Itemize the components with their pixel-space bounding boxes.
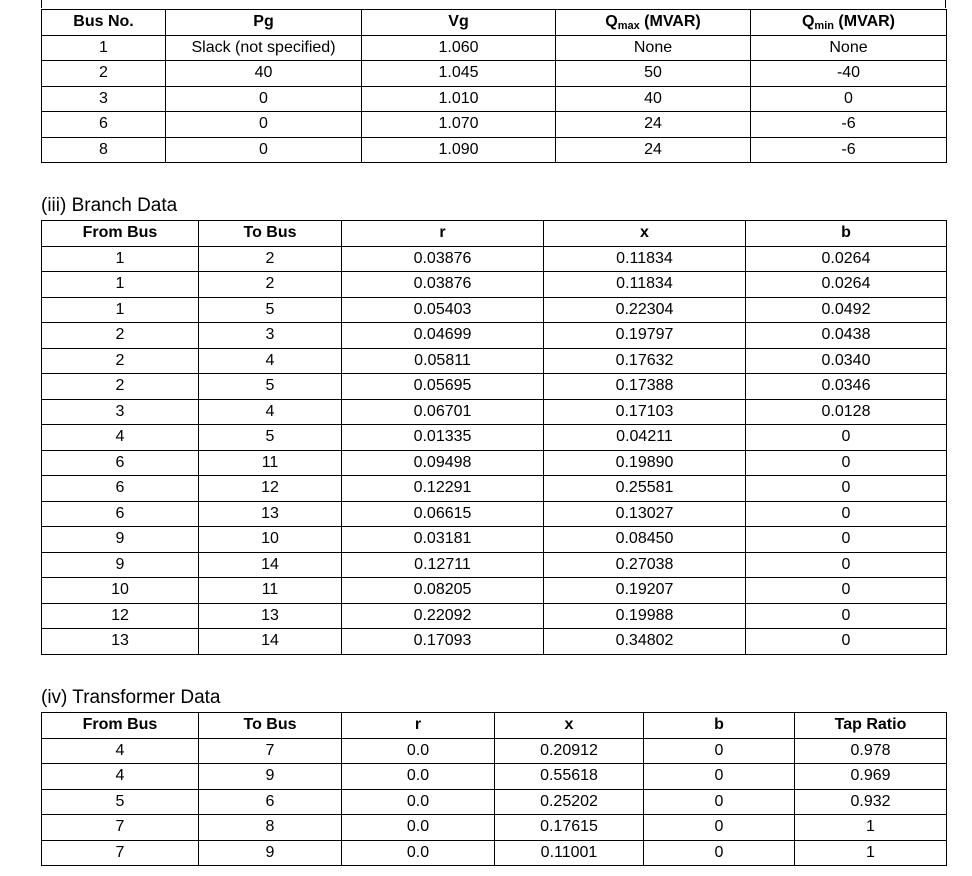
table-cell: 0.17103 — [544, 399, 746, 425]
table-cell: 0.11834 — [544, 272, 746, 298]
table-row — [42, 112, 947, 138]
table-cell: 0.05695 — [342, 374, 544, 400]
table-cell: 0 — [746, 527, 947, 553]
table-cell: 0.0492 — [746, 297, 947, 323]
header-qmin-prefix: Q — [801, 13, 815, 31]
table-cell: 1 — [42, 297, 199, 323]
table-row — [42, 399, 947, 425]
branch-data-title: (iii) Branch Data — [41, 195, 178, 216]
table-cell: 1.090 — [362, 137, 556, 163]
header-x: x — [495, 713, 644, 739]
table-cell: -40 — [751, 61, 947, 87]
table-row — [42, 374, 947, 400]
table-cell: 7 — [42, 840, 199, 866]
table-cell: 40 — [556, 86, 751, 112]
transformer-data-table — [41, 712, 947, 866]
table-cell: 5 — [199, 425, 342, 451]
table-row — [42, 603, 947, 629]
table-cell: 0.11001 — [495, 840, 644, 866]
table-cell: 9 — [199, 840, 342, 866]
page-corner-marks — [41, 0, 946, 8]
table-cell: 0 — [746, 552, 947, 578]
table-row — [42, 476, 947, 502]
table-cell: 0.17388 — [544, 374, 746, 400]
table-header-row — [42, 10, 947, 36]
table-cell: 0 — [644, 738, 795, 764]
table-row — [42, 789, 947, 815]
table-cell: 0.0128 — [746, 399, 947, 425]
table-cell: 1.010 — [362, 86, 556, 112]
table-row — [42, 629, 947, 655]
header-r: r — [342, 221, 544, 247]
table-cell: 1 — [795, 815, 947, 841]
table-cell: 0.19797 — [544, 323, 746, 349]
table-cell: 0.55618 — [495, 764, 644, 790]
table-cell: 24 — [556, 137, 751, 163]
header-qmax-suffix: (MVAR) — [639, 13, 701, 31]
table-row — [42, 450, 947, 476]
table-cell: 6 — [42, 450, 199, 476]
table-cell: Slack (not specified) — [166, 35, 362, 61]
table-cell: 9 — [199, 764, 342, 790]
table-cell: None — [751, 35, 947, 61]
table-cell: 0.11834 — [544, 246, 746, 272]
table-cell: 5 — [199, 374, 342, 400]
table-row — [42, 425, 947, 451]
table-cell: 14 — [199, 629, 342, 655]
table-cell: 0.22304 — [544, 297, 746, 323]
table-cell: 8 — [42, 137, 166, 163]
table-cell: 14 — [199, 552, 342, 578]
table-cell: 0.0264 — [746, 272, 947, 298]
table-cell: 2 — [199, 246, 342, 272]
header-qmin-suffix: (MVAR) — [833, 13, 896, 31]
table-cell: 6 — [199, 789, 342, 815]
table-cell: 1 — [42, 246, 199, 272]
table-row — [42, 323, 947, 349]
table-cell: 0.0346 — [746, 374, 947, 400]
table-cell: 1.070 — [362, 112, 556, 138]
table-cell: 0 — [746, 629, 947, 655]
table-row — [42, 552, 947, 578]
table-cell: 0 — [751, 86, 947, 112]
table-cell: -6 — [751, 112, 947, 138]
table-cell: 0.0 — [342, 764, 495, 790]
table-cell: 0.19890 — [544, 450, 746, 476]
table-cell: 0.0 — [342, 738, 495, 764]
table-cell: 0.19988 — [544, 603, 746, 629]
table-cell: 12 — [42, 603, 199, 629]
table-cell: 0.34802 — [544, 629, 746, 655]
table-cell: 0.17632 — [544, 348, 746, 374]
table-cell: 0 — [746, 578, 947, 604]
table-row — [42, 348, 947, 374]
table-cell: 12 — [199, 476, 342, 502]
header-qmax-sub: max — [617, 20, 640, 33]
table-cell: 0.25202 — [495, 789, 644, 815]
table-cell: 0 — [644, 764, 795, 790]
table-cell: 3 — [42, 86, 166, 112]
table-cell: 0 — [166, 86, 362, 112]
table-cell: 0.06615 — [342, 501, 544, 527]
table-cell: 0.08450 — [544, 527, 746, 553]
table-cell: 0 — [166, 137, 362, 163]
table-cell: 0.0264 — [746, 246, 947, 272]
table-cell: 0 — [644, 840, 795, 866]
table-cell: 0.17093 — [342, 629, 544, 655]
table-cell: -6 — [751, 137, 947, 163]
table-cell: 40 — [166, 61, 362, 87]
table-cell: 0.06701 — [342, 399, 544, 425]
table-header-row — [42, 713, 947, 739]
header-vg: Vg — [362, 10, 556, 36]
table-cell: 0.978 — [795, 738, 947, 764]
table-cell: 0 — [746, 450, 947, 476]
table-cell: 2 — [199, 272, 342, 298]
table-cell: 4 — [42, 738, 199, 764]
branch-data-table — [41, 220, 947, 655]
table-cell: 13 — [199, 501, 342, 527]
table-cell: 0.04699 — [342, 323, 544, 349]
generator-data-table — [41, 9, 947, 163]
table-cell: 1 — [42, 272, 199, 298]
table-cell: 0.03876 — [342, 246, 544, 272]
table-header-row — [42, 221, 947, 247]
header-b: b — [644, 713, 795, 739]
table-row — [42, 840, 947, 866]
table-cell: 6 — [42, 476, 199, 502]
table-cell: 9 — [42, 552, 199, 578]
table-cell: 0.20912 — [495, 738, 644, 764]
table-cell: 0 — [644, 789, 795, 815]
header-tap-ratio: Tap Ratio — [795, 713, 947, 739]
header-qmax-prefix: Q — [605, 13, 618, 31]
table-cell: 0 — [746, 603, 947, 629]
header-from-bus: From Bus — [42, 221, 199, 247]
header-pg: Pg — [166, 10, 362, 36]
table-cell: 5 — [199, 297, 342, 323]
table-cell: 0.12291 — [342, 476, 544, 502]
table-cell: 0 — [166, 112, 362, 138]
table-cell: 50 — [556, 61, 751, 87]
table-cell: 4 — [199, 399, 342, 425]
table-cell: 6 — [42, 501, 199, 527]
table-cell: 24 — [556, 112, 751, 138]
table-row — [42, 86, 947, 112]
table-cell: 0.0438 — [746, 323, 947, 349]
table-cell: 10 — [199, 527, 342, 553]
table-cell: 0.03876 — [342, 272, 544, 298]
table-cell: 0.0 — [342, 840, 495, 866]
table-cell: 10 — [42, 578, 199, 604]
table-cell: 7 — [199, 738, 342, 764]
table-cell: 2 — [42, 374, 199, 400]
table-row — [42, 272, 947, 298]
table-cell: 0.05403 — [342, 297, 544, 323]
table-cell: 0.0340 — [746, 348, 947, 374]
table-cell: 0.0 — [342, 815, 495, 841]
table-cell: 4 — [199, 348, 342, 374]
table-row — [42, 246, 947, 272]
table-cell: 7 — [42, 815, 199, 841]
header-from-bus: From Bus — [42, 713, 199, 739]
table-cell: 4 — [42, 764, 199, 790]
table-row — [42, 527, 947, 553]
table-cell: 6 — [42, 112, 166, 138]
table-cell: 0.05811 — [342, 348, 544, 374]
table-cell: 11 — [199, 578, 342, 604]
table-cell: 5 — [42, 789, 199, 815]
table-cell: 3 — [199, 323, 342, 349]
table-cell: 0.08205 — [342, 578, 544, 604]
table-row — [42, 764, 947, 790]
table-cell: 9 — [42, 527, 199, 553]
table-cell: 0.03181 — [342, 527, 544, 553]
table-cell: 0.01335 — [342, 425, 544, 451]
table-cell: 1 — [42, 35, 166, 61]
table-cell: 0.09498 — [342, 450, 544, 476]
table-cell: None — [556, 35, 751, 61]
table-cell: 13 — [42, 629, 199, 655]
header-x: x — [544, 221, 746, 247]
header-to-bus: To Bus — [199, 713, 342, 739]
table-row — [42, 61, 947, 87]
table-cell: 0.13027 — [544, 501, 746, 527]
header-qmin-sub: min — [814, 20, 834, 33]
table-cell: 2 — [42, 348, 199, 374]
transformer-data-title: (iv) Transformer Data — [41, 687, 221, 708]
table-cell: 0 — [644, 815, 795, 841]
table-cell: 2 — [42, 61, 166, 87]
table-cell: 0.932 — [795, 789, 947, 815]
table-cell: 0 — [746, 425, 947, 451]
table-cell: 11 — [199, 450, 342, 476]
header-r: r — [342, 713, 495, 739]
table-cell: 13 — [199, 603, 342, 629]
table-cell: 0.17615 — [495, 815, 644, 841]
table-cell: 0.0 — [342, 789, 495, 815]
table-row — [42, 297, 947, 323]
table-cell: 0.25581 — [544, 476, 746, 502]
table-cell: 0 — [746, 501, 947, 527]
table-cell: 8 — [199, 815, 342, 841]
header-to-bus: To Bus — [199, 221, 342, 247]
header-bus-no: Bus No. — [42, 10, 166, 36]
table-cell: 0 — [746, 476, 947, 502]
table-row — [42, 738, 947, 764]
header-qmin — [751, 10, 947, 36]
table-cell: 0.04211 — [544, 425, 746, 451]
table-cell: 0.22092 — [342, 603, 544, 629]
table-row — [42, 137, 947, 163]
table-row — [42, 815, 947, 841]
table-cell: 1 — [795, 840, 947, 866]
table-cell: 0.12711 — [342, 552, 544, 578]
table-cell: 4 — [42, 425, 199, 451]
header-b: b — [746, 221, 947, 247]
table-row — [42, 501, 947, 527]
table-cell: 1.045 — [362, 61, 556, 87]
table-row — [42, 578, 947, 604]
table-row — [42, 35, 947, 61]
table-cell: 0.19207 — [544, 578, 746, 604]
table-cell: 0.27038 — [544, 552, 746, 578]
header-qmax — [556, 10, 751, 36]
table-cell: 2 — [42, 323, 199, 349]
table-cell: 0.969 — [795, 764, 947, 790]
table-cell: 3 — [42, 399, 199, 425]
table-cell: 1.060 — [362, 35, 556, 61]
